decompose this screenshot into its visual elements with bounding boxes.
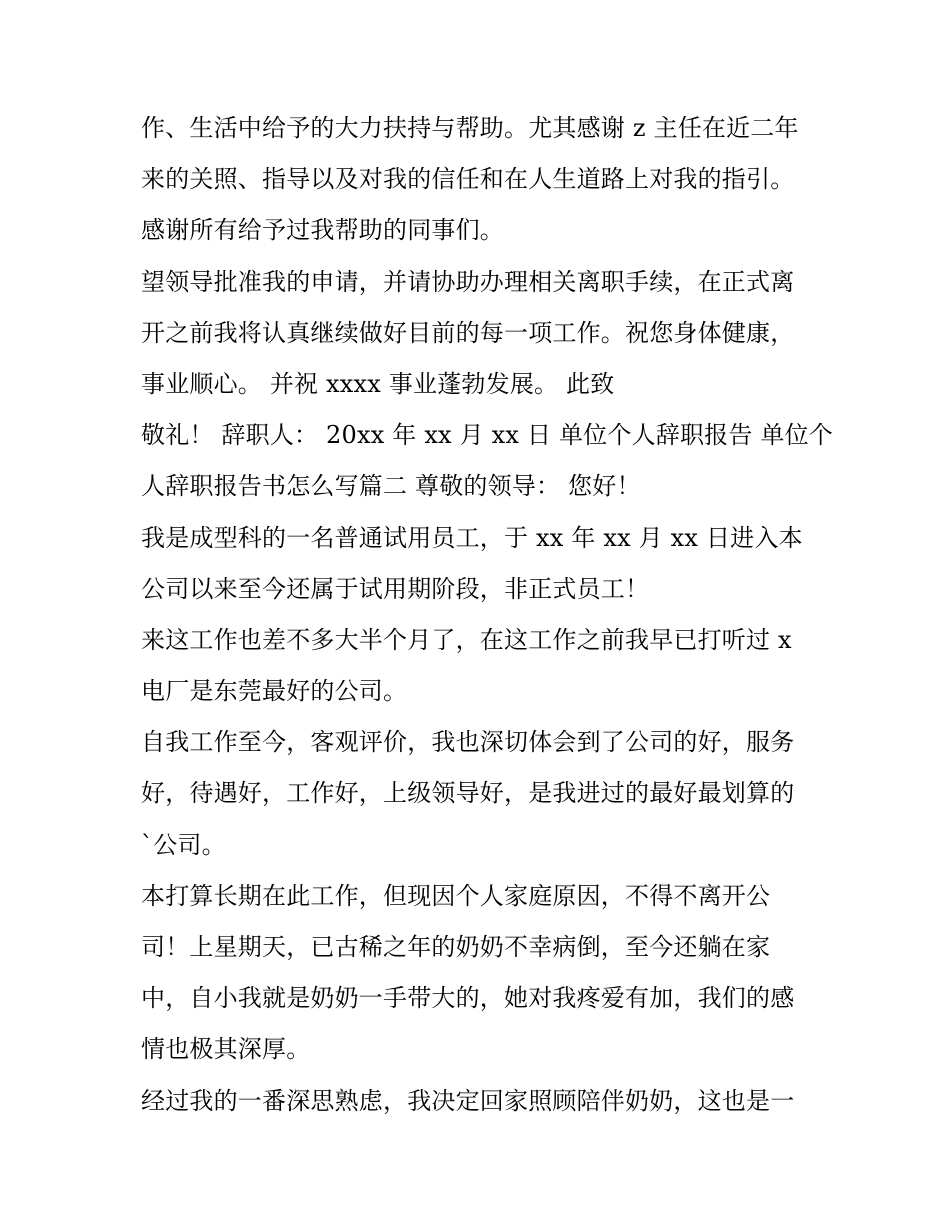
text-line: 经过我的一番深思熟虑，我决定回家照顾陪伴奶奶，这也是一 (141, 1086, 795, 1115)
text-line: 作、生活中给予的大力扶持与帮助。尤其感谢 z 主任在近二年 (141, 114, 799, 142)
text-line: 自我工作至今，客观评价，我也深切体会到了公司的好，服务 (141, 728, 795, 757)
text-line: 情也极其深厚。 (141, 1035, 311, 1064)
text-line: 开之前我将认真继续做好目前的每一项工作。祝您身体健康， (141, 318, 795, 347)
text-line: 事业顺心。 并祝 xxxx 事业蓬勃发展。 此致 (141, 369, 615, 398)
document-body (141, 103, 834, 1127)
text-line: 电厂是东莞最好的公司。 (141, 677, 408, 706)
text-line: 公司以来至今还属于试用期阶段，非正式员工！ (141, 574, 650, 603)
text-line: 我是成型科的一名普通试用员工，于 xx 年 xx 月 xx 日进入本 (141, 523, 803, 552)
text-line: 敬礼！ 辞职人： 20xx 年 xx 月 xx 日 单位个人辞职报告 单位个 (141, 421, 834, 450)
text-line: 中，自小我就是奶奶一手带大的，她对我疼爱有加，我们的感 (141, 984, 795, 1013)
text-line: `公司。 (141, 830, 226, 859)
text-line: 来这工作也差不多大半个月了，在这工作之前我早已打听过 x (141, 625, 792, 654)
text-line: 感谢所有给予过我帮助的同事们。 (141, 216, 504, 245)
text-line: 人辞职报告书怎么写篇二 尊敬的领导： 您好！ (141, 472, 641, 501)
text-line: 本打算长期在此工作，但现因个人家庭原因，不得不离开公 (141, 881, 771, 910)
text-line: 好，待遇好，工作好，上级领导好，是我进过的最好最划算的 (141, 779, 795, 808)
text-line: 来的关照、指导以及对我的信任和在人生道路上对我的指引。 (141, 165, 795, 194)
text-line: 望领导批准我的申请，并请协助办理相关离职手续，在正式离 (141, 267, 795, 296)
text-line: 司！上星期天，已古稀之年的奶奶不幸病倒，至今还躺在家 (141, 933, 771, 961)
